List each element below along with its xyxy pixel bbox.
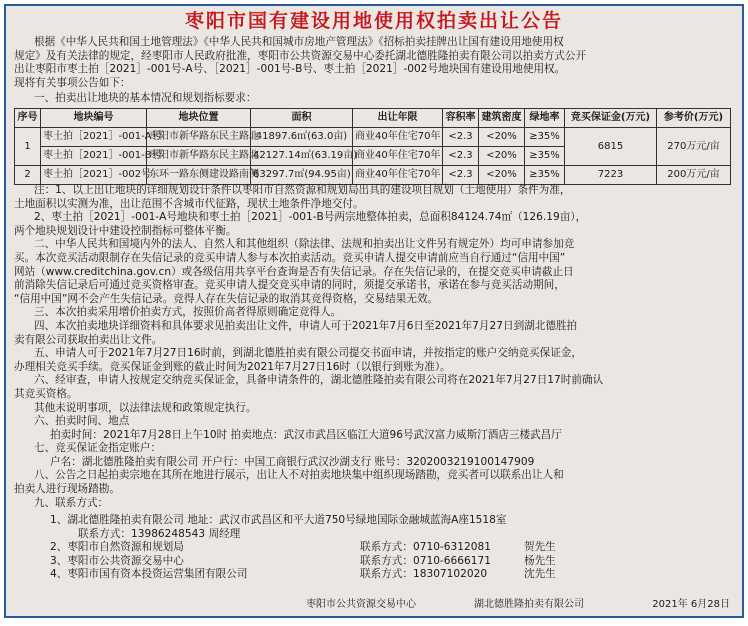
note-line: 八、公告之日起拍卖宗地在其所在地进行展示，出让人不对拍卖地块集中组织现场踏勘，竞买者可以联系出让人和: [34, 469, 564, 482]
issuer-name: 湖北德胜隆拍卖有限公司: [474, 599, 584, 610]
table-cell: 270万元/亩: [657, 128, 731, 166]
note-line: 2、枣土拍［2021］-001-A号地块和枣土拍［2021］-001-B号两宗地整体拍卖，总面积84124.74㎡（126.19亩），: [34, 211, 587, 224]
col-header: 面积: [251, 109, 353, 128]
table-cell: 商业40年住宅70年: [353, 128, 443, 147]
table-cell: 枣土拍［2021］-001-B号: [41, 147, 147, 166]
col-header: 地块编号: [41, 109, 147, 128]
signature-line: [306, 598, 734, 612]
note-line: 二、中华人民共和国境内外的法人、自然人和其他组织（除法律、法规和拍卖出让文件另有规定外）均可申请参加竞: [34, 238, 575, 251]
issuer-name: 枣阳市公共资源交易中心: [306, 599, 416, 610]
note-line: 卖有限公司获取拍卖出让文件。: [14, 333, 163, 346]
col-header: 建筑密度: [479, 109, 525, 128]
table-cell: 200万元/亩: [657, 166, 731, 185]
contact-person: 贺先生: [524, 541, 556, 554]
col-header: 出让年限: [353, 109, 443, 128]
note-line: 前消除失信记录后可通过竞买资格审查。竞买申请人提交竞买申请的同时，须提交承诺书，承诺在参与竞买活动期间，: [14, 279, 565, 292]
table-cell: <20%: [479, 166, 525, 185]
note-line: “信用中国”网不会产生失信记录。竞得人存在失信记录的取消其竞得资格，交易结果无效。: [14, 292, 439, 305]
table-header-row: [15, 109, 731, 128]
contact-org: 2、枣阳市自然资源和规划局: [50, 541, 184, 554]
table-cell: <20%: [479, 128, 525, 147]
table-cell: 1: [15, 128, 41, 166]
intro-line: 出让枣阳市枣土拍［2021］-001号-A号、［2021］-001号-B号、枣土拍［2021］-002号地块国有建设用地使用权。: [14, 63, 566, 76]
notes-body: [14, 184, 734, 510]
table-cell: 枣土拍［2021］-001-A号: [41, 128, 147, 147]
contact-phone: 联系方式：18307102020: [360, 568, 488, 581]
notice-title: 枣阳市国有建设用地使用权拍卖出让公告: [184, 10, 563, 32]
parcel-table: [14, 108, 731, 185]
table-cell: <2.3: [443, 128, 479, 147]
contact-person: 杨先生: [524, 554, 556, 567]
contact-line: 1、湖北德胜隆拍卖有限公司 地址：武汉市武昌区和平大道750号绿地国际金融城蓝海A座1518室: [50, 514, 507, 526]
intro-line: 根据《中华人民共和国土地管理法》《中华人民共和国城市房地产管理法》《招标拍卖挂牌出让国有建设用地使用权: [34, 36, 564, 48]
table-cell: ≥35%: [525, 128, 565, 147]
note-line: 拍卖时间：2021年7月28日上午10时 拍卖地点：武汉市武昌区临江大道96号武汉富力威斯汀酒店三楼武昌厅: [50, 428, 562, 441]
contact-row: [14, 555, 734, 569]
table-cell: 枣阳市新华路东民主路北: [147, 147, 251, 166]
contact-person: 沈先生: [524, 568, 556, 581]
note-line: 注：1、以上出让地块的详细规划设计条件以枣阳市自然资源和规划局出具的建设项目规划（土地使用）条件为准，: [34, 184, 571, 196]
table-cell: <2.3: [443, 147, 479, 166]
table-cell: <2.3: [443, 166, 479, 185]
contact-phone: 联系方式：0710-6666171: [360, 554, 491, 567]
col-header: 竞买保证金(万元): [565, 109, 657, 128]
note-line: 六、经审查，申请人按规定交纳竞买保证金，具备申请条件的，湖北德胜隆拍卖有限公司将在2021年7月27日17时前确认: [34, 374, 604, 387]
intro-line: 规定》及有关法律的规定，经枣阳市人民政府批准，枣阳市公共资源交易中心委托湖北德胜隆拍卖有限公司以拍卖方式公开: [14, 49, 587, 62]
contact-phone: 联系方式：0710-6312081: [360, 541, 491, 554]
table-cell: ≥35%: [525, 166, 565, 185]
note-line: 土地面积以实测为准，出让范围不含城市代征路，现状土地条件净地交付。: [14, 197, 364, 210]
note-line: 两个地块规划设计中建设控制指标可整体平衡。: [14, 224, 237, 237]
table-cell: 东环一路东侧建设路南侧: [147, 166, 251, 185]
table-cell: 2: [15, 166, 41, 185]
intro-line: 现将有关事项公告如下：: [14, 76, 131, 89]
contact-org: 4、枣阳市国有资本投资运营集团有限公司: [50, 568, 248, 581]
intro-paragraph: [14, 36, 734, 90]
contacts-block: [14, 514, 734, 582]
table-cell: 商业40年住宅70年: [353, 147, 443, 166]
note-line: 其竞买资格。: [14, 387, 78, 400]
note-line: 九、联系方式：: [34, 496, 109, 509]
table-cell: 枣阳市新华路东民主路北: [147, 128, 251, 147]
contact-row: [14, 541, 734, 555]
issue-date: 2021年 6月28日: [652, 599, 730, 610]
table-cell: 6815: [565, 128, 657, 166]
table-cell: 41897.6㎡(63.0亩): [251, 128, 353, 147]
section-1-heading: 一、拍卖出让地块的基本情况和规划指标要求：: [34, 92, 257, 104]
note-line: 户名：湖北德胜隆拍卖有限公司 开户行：中国工商银行武汉沙湖支行 账号：3202003219100147909: [50, 455, 535, 468]
note-line: 七、竞买保证金指定账户：: [34, 442, 162, 455]
col-header: 参考价(万元): [657, 109, 731, 128]
auction-notice: [4, 4, 744, 618]
table-cell: <20%: [479, 147, 525, 166]
col-header: 序号: [15, 109, 41, 128]
contact-row: [14, 568, 734, 582]
table-cell: 42127.14㎡(63.19亩): [251, 147, 353, 166]
note-line: 拍卖人进行现场踏勘。: [14, 483, 120, 496]
note-line: 其他未说明事项，以法律法规和政策规定执行。: [34, 401, 257, 414]
note-line: 五、申请人可于2021年7月27日16时前，到湖北德胜拍卖有限公司提交书面申请，并按指定的账户交纳竞买保证金，: [34, 347, 582, 360]
table-cell: 枣土拍［2021］-002号: [41, 166, 147, 185]
col-header: 容积率: [443, 109, 479, 128]
table-cell: 63297.7㎡(94.95亩): [251, 166, 353, 185]
table-row: [15, 166, 731, 185]
table-cell: 7223: [565, 166, 657, 185]
contact-org: 3、枣阳市公共资源交易中心: [50, 554, 184, 567]
table-row: [15, 128, 731, 147]
note-line: 六、拍卖时间、地点: [34, 415, 130, 428]
table-cell: ≥35%: [525, 147, 565, 166]
table-cell: 商业40年住宅70年: [353, 166, 443, 185]
note-line: 三、本次拍卖采用增价拍卖方式，按照价高者得原则确定竞得人。: [34, 306, 342, 319]
col-header: 绿地率: [525, 109, 565, 128]
note-line: 网站（www.creditchina.gov.cn）或各级信用共享平台查询是否有失信记录。存在失信记录的，在提交竞买申请截止日: [14, 265, 574, 278]
contact-line: 联系方式：13986248543 周经理: [78, 527, 241, 540]
note-line: 买。本次竞买活动限制存在失信记录的竞买申请人参与本次拍卖活动。竞买申请人提交申请前应当自行通过“信用中国”: [14, 251, 566, 264]
note-line: 四、本次拍卖地块详细资料和具体要求见拍卖出让文件，申请人可于2021年7月6日至2021年7月27日到湖北德胜拍: [34, 319, 578, 332]
col-header: 地块位置: [147, 109, 251, 128]
note-line: 办理相关竞买手续。竞买保证金到账的截止时间为2021年7月27日16时（以银行到账为准）。: [14, 360, 451, 373]
